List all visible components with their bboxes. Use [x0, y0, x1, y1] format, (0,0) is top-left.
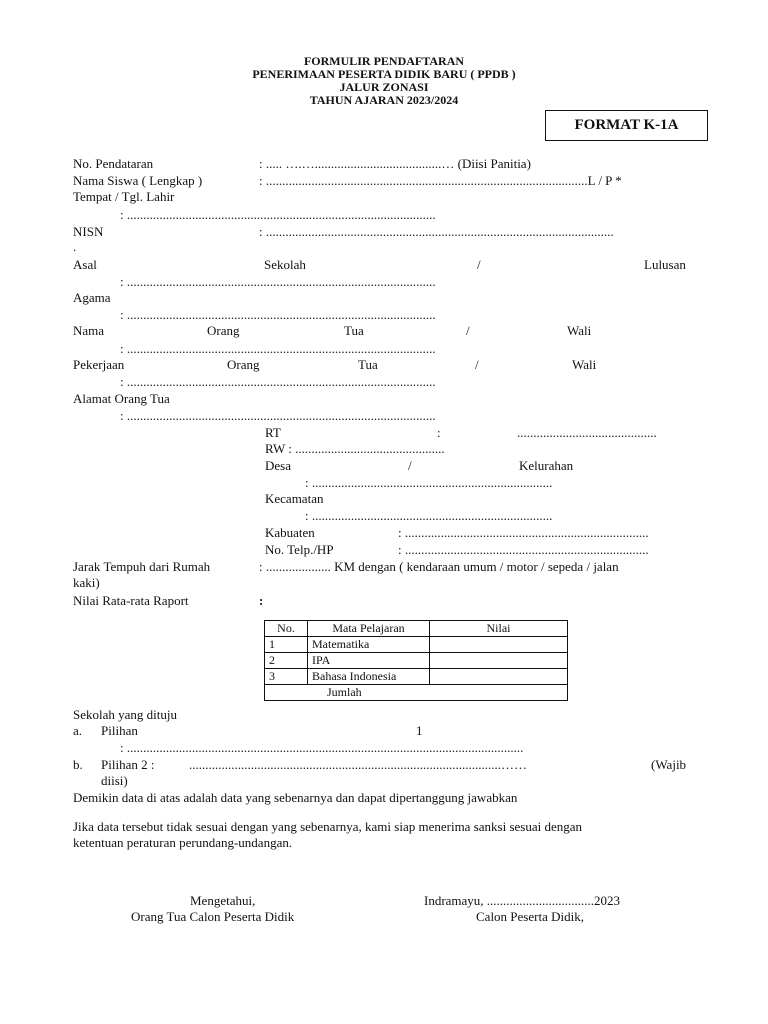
nisn-dot: . — [73, 239, 77, 254]
nama-ortu-label-word: / — [466, 323, 470, 338]
col-header-no: No. — [265, 621, 308, 637]
table-row — [265, 669, 568, 685]
choice-a-number: 1 — [416, 723, 423, 738]
asal-sekolah-field[interactable]: : ............................................................................................... — [120, 274, 436, 289]
table-header-row — [265, 621, 568, 637]
nisn-label: NISN — [73, 224, 104, 239]
choice-b-label: Pilihan 2 : — [101, 757, 155, 772]
pekerjaan-label-word: Wali — [572, 357, 597, 372]
signature-place-date[interactable]: Indramayu, .................................2023 — [424, 893, 621, 908]
choice-a-field[interactable]: : .......................................................................................................................... — [120, 740, 524, 755]
jarak-label: Jarak Tempuh dari Rumah — [73, 559, 211, 574]
choice-b-marker: b. — [73, 757, 83, 772]
asal-label-word: Asal — [73, 257, 97, 272]
statement-declaration: Demikin data di atas adalah data yang sebenarnya dan dapat dipertanggung jawabkan — [73, 790, 518, 805]
rt-field[interactable]: ........................................... — [517, 425, 657, 440]
pekerjaan-ortu-field[interactable]: : ............................................................................................... — [120, 374, 436, 389]
row-no: 1 — [265, 637, 308, 653]
pekerjaan-label-word: Orang — [227, 357, 260, 372]
desa-field[interactable]: : .......................................................................... — [305, 475, 553, 490]
table-total-row — [265, 685, 568, 701]
kecamatan-label: Kecamatan — [265, 491, 324, 506]
choice-b-note-cont: diisi) — [101, 773, 128, 788]
grades-table — [264, 620, 568, 701]
agama-field[interactable]: : ............................................................................................... — [120, 307, 436, 322]
no-pendaftaran-field[interactable]: : ..... ….….......................................… (Diisi Panitia) — [259, 156, 531, 171]
kabupaten-field[interactable]: : ........................................................................... — [398, 525, 649, 540]
nama-siswa-label: Nama Siswa ( Lengkap ) — [73, 173, 203, 188]
form-year: TAHUN AJARAN 2023/2024 — [309, 93, 459, 107]
desa-slash: / — [408, 458, 412, 473]
statement-sanction-line2: ketentuan peraturan perundang-undangan. — [73, 835, 293, 850]
alamat-label: Alamat Orang Tua — [73, 391, 170, 406]
choice-b-field[interactable]: ................................................................................................…… — [189, 757, 527, 772]
pekerjaan-label-word: / — [475, 357, 479, 372]
desa-label: Desa — [265, 458, 291, 473]
row-no: 3 — [265, 669, 308, 685]
nisn-field[interactable]: : ........................................................................................................... — [259, 224, 614, 239]
format-code-box: FORMAT K-1A — [545, 110, 708, 141]
row-subject: Bahasa Indonesia — [308, 669, 430, 685]
telp-label: No. Telp./HP — [265, 542, 334, 557]
row-subject: IPA — [308, 653, 430, 669]
rt-colon: : — [437, 425, 441, 440]
nama-siswa-field[interactable]: : ...................................................................................................L / P * — [259, 173, 622, 188]
table-row — [265, 653, 568, 669]
nilai-colon: : — [259, 593, 264, 608]
choice-a-marker: a. — [73, 723, 83, 738]
col-header-subject: Mata Pelajaran — [308, 621, 430, 637]
telp-field[interactable]: : ........................................................................... — [398, 542, 649, 557]
rt-label: RT — [265, 425, 281, 440]
kabupaten-label: Kabuaten — [265, 525, 315, 540]
row-value[interactable] — [430, 653, 568, 669]
form-subtitle: PENERIMAAN PESERTA DIDIK BARU ( PPDB ) — [252, 67, 516, 81]
no-pendaftaran-label: No. Pendataran — [73, 156, 154, 171]
nama-ortu-label-word: Orang — [207, 323, 240, 338]
pekerjaan-label-word: Tua — [358, 357, 378, 372]
alamat-field[interactable]: : ............................................................................................... — [120, 408, 436, 423]
signature-left-heading: Mengetahui, — [190, 893, 256, 908]
jarak-field-cont: kaki) — [73, 575, 100, 590]
row-no: 2 — [265, 653, 308, 669]
kelurahan-label: Kelurahan — [519, 458, 574, 473]
col-header-value: Nilai — [430, 621, 568, 637]
rw-field[interactable]: RW : .............................................. — [265, 441, 445, 456]
row-value[interactable] — [430, 637, 568, 653]
form-title: FORMULIR PENDAFTARAN — [303, 54, 465, 68]
asal-label-word: Sekolah — [264, 257, 306, 272]
agama-label: Agama — [73, 290, 111, 305]
row-subject: Matematika — [308, 637, 430, 653]
form-track: JALUR ZONASI — [339, 80, 429, 94]
ttl-label: Tempat / Tgl. Lahir — [73, 189, 175, 204]
nama-ortu-label-word: Wali — [567, 323, 592, 338]
sekolah-label: Sekolah yang dituju — [73, 707, 177, 722]
nama-ortu-label-word: Nama — [73, 323, 105, 338]
choice-b-note: (Wajib — [651, 757, 687, 772]
row-value[interactable] — [430, 669, 568, 685]
signature-right-role: Calon Peserta Didik, — [476, 909, 584, 924]
nama-ortu-field[interactable]: : ............................................................................................... — [120, 341, 436, 356]
asal-label-word: Lulusan — [644, 257, 686, 272]
jarak-field[interactable]: : .................... KM dengan ( kendaraan umum / motor / sepeda / jalan — [259, 559, 619, 574]
kecamatan-field[interactable]: : .......................................................................... — [305, 508, 553, 523]
nilai-label: Nilai Rata-rata Raport — [73, 593, 189, 608]
ttl-field[interactable]: : ............................................................................................... — [120, 207, 436, 222]
nama-ortu-label-word: Tua — [344, 323, 364, 338]
pekerjaan-label-word: Pekerjaan — [73, 357, 125, 372]
total-label: Jumlah — [265, 685, 568, 701]
choice-a-label: Pilihan — [101, 723, 138, 738]
table-row — [265, 637, 568, 653]
asal-label-word: / — [477, 257, 481, 272]
signature-left-role: Orang Tua Calon Peserta Didik — [131, 909, 295, 924]
statement-sanction-line1: Jika data tersebut tidak sesuai dengan yang sebenarnya, kami siap menerima sanksi sesuai dengan — [73, 819, 583, 834]
